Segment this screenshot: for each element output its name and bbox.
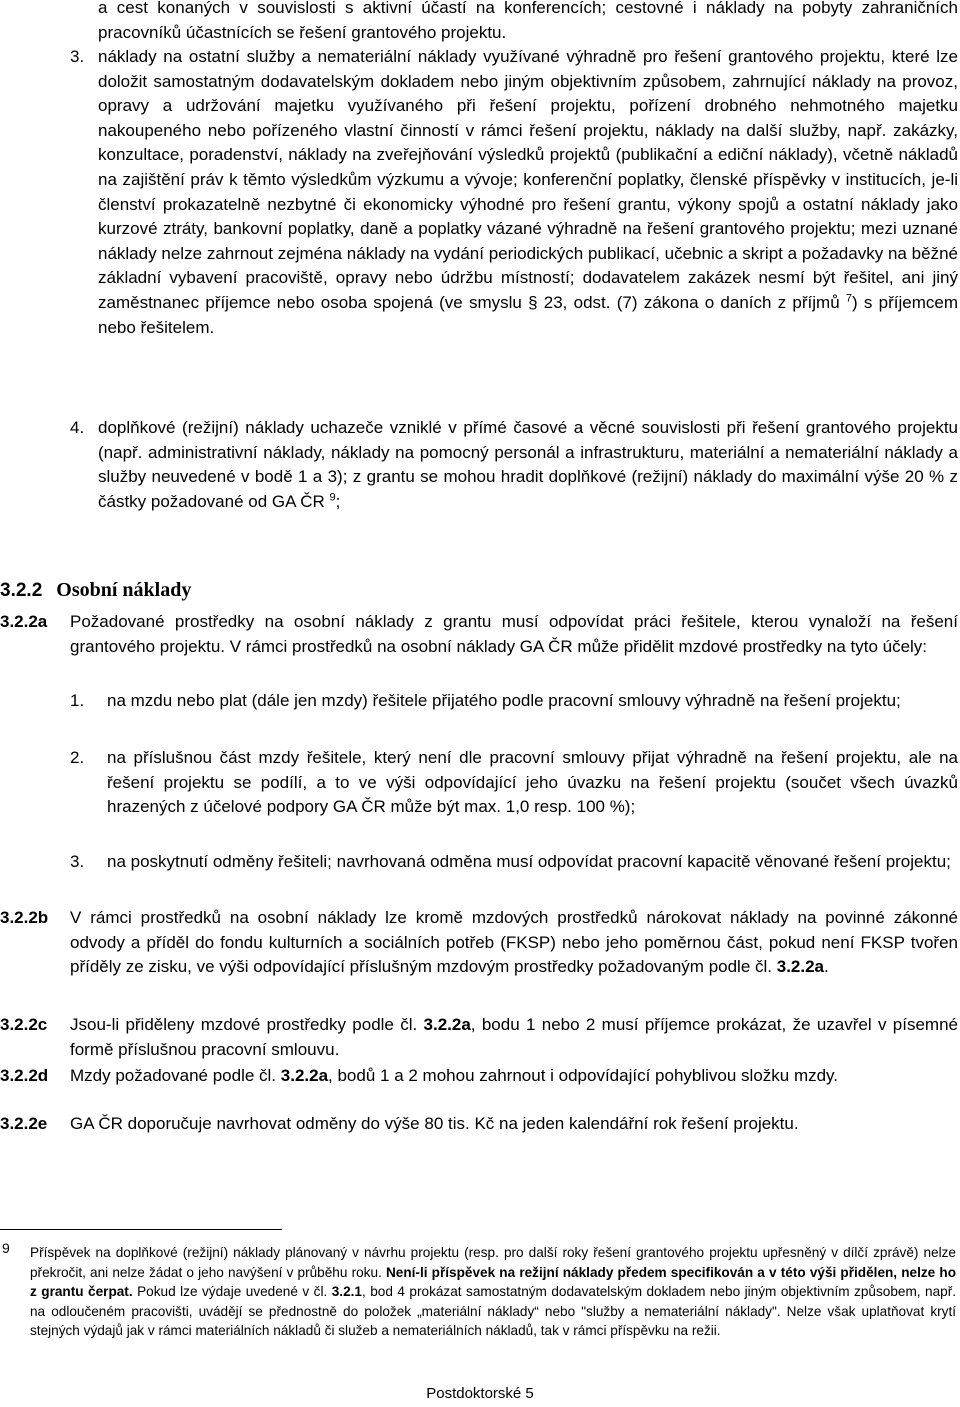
list-item-tail: ; xyxy=(335,491,341,511)
continuation-paragraph xyxy=(98,0,958,45)
section-heading xyxy=(0,578,191,603)
list-item-number: 1. xyxy=(70,691,85,710)
paragraph-3-2-2b xyxy=(70,906,958,980)
section-number: 3.2.2 xyxy=(0,580,43,601)
paragraph-code: 3.2.2d xyxy=(0,1066,49,1085)
paragraph-code: 3.2.2e xyxy=(0,1114,48,1133)
continuation-text: a cest konaných v souvislosti s aktivní účastí na konferencích; cestovné i náklady na pobyty zahraničních pracovníků účastnících se řešení grantového projektu. xyxy=(98,0,958,42)
cross-reference: 3.2.2a xyxy=(280,1066,329,1085)
list-item-3b xyxy=(107,850,958,875)
paragraph-text: V rámci prostředků na osobní náklady lze kromě mzdových prostředků nárokovat náklady na povinné zákonné odvody a příděl do fondu kulturních a sociálních potřeb (FKSP) nebo jeho poměrnou část, pokud není FKSP tvořen příděly ze zisku, ve výši odpovídající příslušným mzdovým prostředky požadovaným podle čl. xyxy=(70,908,958,977)
paragraph-text: Požadované prostředky na osobní náklady z grantu musí odpovídat práci řešitele, kterou vynaloží na řešení grantového projektu. V rámci prostředků na osobní náklady GA ČR může přidělit mzdové prostředky na tyto účely: xyxy=(70,612,958,656)
list-item-text: na poskytnutí odměny řešiteli; navrhovaná odměna musí odpovídat pracovní kapacitě věnované řešení projektu; xyxy=(107,852,951,871)
paragraph-tail: , bodů 1 a 2 mohou zahrnout i odpovídající pohyblivou složku mzdy. xyxy=(328,1066,839,1085)
paragraph-3-2-2d xyxy=(70,1064,958,1089)
list-item-text: na mzdu nebo plat (dále jen mzdy) řešitele přijatého podle pracovní smlouvy výhradně na řešení projektu; xyxy=(107,691,901,710)
list-item-2 xyxy=(107,746,958,820)
footnote-text: Pokud lze výdaje uvedené v čl. xyxy=(137,1284,328,1300)
list-item-text: na příslušnou část mzdy řešitele, který není dle pracovní smlouvy přijat výhradně na řešení projektu, ale na řešení projektu se podílí, a to ve výši odpovídající jeho úvazku na řešení projektu (součet všech úvazků hrazených z účelové podpory GA ČR může být max. 1,0 resp. 100 %); xyxy=(107,748,958,817)
cross-reference: 3.2.1 xyxy=(331,1284,362,1300)
list-item-number: 3. xyxy=(70,852,85,871)
list-item-number: 3. xyxy=(70,47,85,66)
footnote-number: 9 xyxy=(2,1240,10,1256)
footnote-text: , bod 4 prokázat samostatným dodavatelským dokladem nebo jiným objektivním způsobem, např. na odloučeném pracovišti, uvádějí se přednostně do položek „materiální náklady“ nebo "služby a nemateriální náklady". Nelze však uplatňovat krytí stejných výdajů jak v rámci materiálních nákladů či služeb a nemateriálních nákladů, tak v rámci příspěvku na režii. xyxy=(30,1284,957,1339)
list-item-1 xyxy=(107,689,958,714)
footnote-ref: 9 xyxy=(329,491,336,504)
paragraph-code: 3.2.2a xyxy=(0,612,48,631)
cross-reference: 3.2.2a xyxy=(423,1015,471,1034)
page-footer: Postdoktorské 5 xyxy=(426,1385,534,1402)
paragraph-3-2-2a xyxy=(70,610,958,659)
footnote-bold-text: Není-li příspěvek na režijní náklady předem specifikován a v této výši přidělen, nelze ho z grantu čerpat. xyxy=(30,1264,957,1300)
paragraph-code: 3.2.2b xyxy=(0,908,49,927)
paragraph-text: GA ČR doporučuje navrhovat odměny do výše 80 tis. Kč na jeden kalendářní rok řešení projektu. xyxy=(70,1114,799,1133)
list-item-tail: ) s příjemcem nebo řešitelem. xyxy=(98,292,958,337)
paragraph-code: 3.2.2c xyxy=(0,1015,48,1034)
paragraph-3-2-2e xyxy=(70,1112,958,1137)
cross-reference: 3.2.2a xyxy=(776,957,825,977)
list-item-text: doplňkové (režijní) náklady uchazeče vzniklé v přímé časové a věcné souvislosti při řešení grantového projektu (např. administrativní náklady, náklady na pomocný personál a infrastrukturu, materiální a nemateriální náklady a služby neuvedené v bodě 1 a 3); z grantu se mohou hradit doplňkové (režijní) náklady do maximální výše 20 % z částky požadované od GA ČR xyxy=(98,418,958,511)
section-title: Osobní náklady xyxy=(56,579,192,601)
list-item-3 xyxy=(98,45,958,340)
footnote-ref: 7 xyxy=(845,292,853,305)
list-item-4 xyxy=(98,416,958,514)
paragraph-text: Mzdy požadované podle čl. xyxy=(70,1066,277,1085)
paragraph-3-2-2c xyxy=(70,1013,958,1062)
footnote-separator xyxy=(0,1229,282,1230)
paragraph-tail: . xyxy=(824,957,829,977)
footnote xyxy=(30,1243,956,1341)
paragraph-tail: , bodu 1 nebo 2 musí příjemce prokázat, že uzavřel v písemné formě příslušnou pracovní smlouvu. xyxy=(70,1015,958,1059)
list-item-number: 2. xyxy=(70,748,85,767)
paragraph-text: Jsou-li přiděleny mzdové prostředky podle čl. xyxy=(70,1015,418,1034)
list-item-number: 4. xyxy=(70,418,85,437)
footnote-text: Příspěvek na doplňkové (režijní) náklady plánovaný v návrhu projektu (resp. pro další roky řešení grantového projektu upřesněný v dílčí zprávě) nelze překročit, ani nelze žádat o jeho navýšení v průběhu roku. xyxy=(30,1245,956,1280)
list-item-text: náklady na ostatní služby a nemateriální náklady využívané výhradně pro řešení grantového projektu, které lze doložit samostatným dodavatelským dokladem nebo jiným objektivním způsobem, zahrnující náklady na provoz, opravy a udržování majetku využívaného při řešení projektu, pořízení drobného nehmotného majetku nakoupeného nebo pořízeného vlastní činností v rámci řešení projektu, náklady na další služby, např. zakázky, konzultace, poradenství, náklady na zveřejňování výsledků projektů (publikační a ediční náklady), včetně nákladů na zajištění práv k těmto výsledkům výzkumu a vývoje; konferenční poplatky, členské příspěvky v institucích, je-li členství prokazatelně nezbytné či ekonomicky výhodné pro řešení grantu, výkony spojů a ostatní náklady jako kurzové ztráty, bankovní poplatky, daně a poplatky vázané výhradně na řešení grantového projektu; mezi uznané náklady nelze zahrnout zejména náklady na vydání periodických publikací, učebnic a skript a požadavky na běžné základní vybavení pracoviště, opravy nebo údržbu místností; dodavatelem zakázek nesmí být řešitel, ani jiný zaměstnanec příjemce nebo osoba spojená (ve smyslu § 23, odst. (7) zákona o daních z příjmů xyxy=(98,47,958,312)
